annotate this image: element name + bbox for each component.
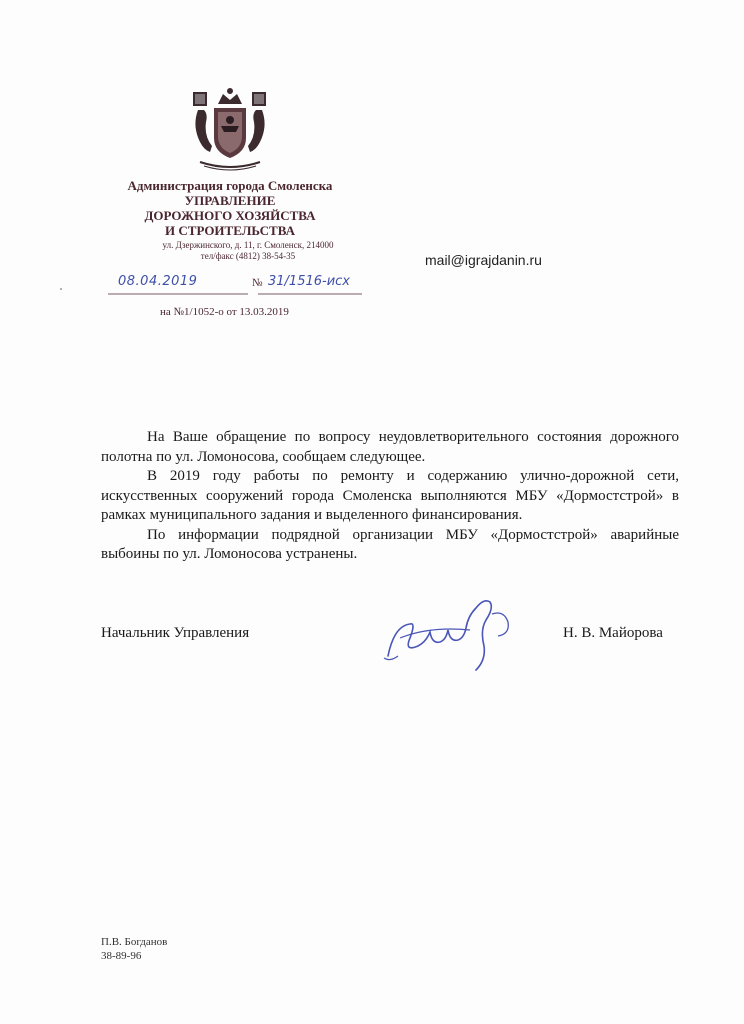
org-address-line: ул. Дзержинского, д. 11, г. Смоленск, 214000 — [162, 240, 334, 250]
registration-number: 31/1516-исх — [268, 274, 350, 289]
org-dept-line: И СТРОИТЕЛЬСТВА — [165, 223, 295, 238]
org-dept-line: ДОРОЖНОГО ХОЗЯЙСТВА — [144, 208, 316, 223]
registration-number-label: № — [252, 277, 263, 289]
executor-name: П.В. Богданов — [101, 936, 168, 948]
recipient-email: mail@igrajdanin.ru — [425, 252, 542, 268]
letter-body — [101, 428, 679, 565]
scan-speck — [60, 288, 62, 290]
body-paragraph: На Ваше обращение по вопросу неудовлетворительного состояния дорожного полотна по ул. Ломоносова, сообщаем следующее. — [101, 429, 679, 465]
letterhead-organization — [100, 178, 360, 238]
handwritten-signature — [380, 586, 530, 676]
registration-date: 08.04.2019 — [118, 274, 198, 289]
executor-phone: 38-89-96 — [101, 950, 142, 962]
body-paragraph: По информации подрядной организации МБУ «Дормостстрой» аварийные выбоины по ул. Ломоносова устранены. — [101, 526, 679, 562]
smolensk-coat-of-arms-icon — [190, 86, 270, 174]
org-name-line: Администрация города Смоленска — [127, 178, 333, 193]
body-paragraph: В 2019 году работы по ремонту и содержанию улично-дорожной сети, искусственных сооружений города Смоленска выполняются МБУ «Дормостстрой» в рамках муниципального задания и выделенного финансирования. — [101, 468, 679, 523]
reply-reference: на №1/1052-о от 13.03.2019 — [160, 306, 289, 318]
executor-block — [101, 935, 167, 963]
signer-title: Начальник Управления — [101, 625, 250, 641]
signer-name: Н. В. Майорова — [563, 625, 663, 641]
org-dept-line: УПРАВЛЕНИЕ — [184, 193, 276, 208]
letterhead-address — [138, 240, 358, 262]
org-phone-line: тел/факс (4812) 38-54-35 — [200, 251, 296, 261]
